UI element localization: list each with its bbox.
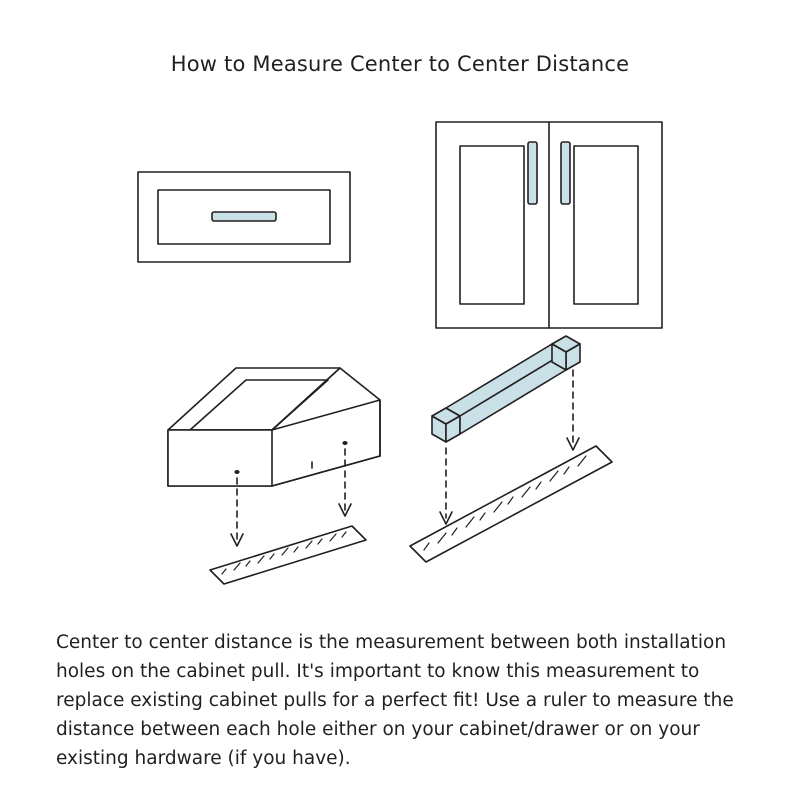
ruler-pull-body bbox=[410, 446, 612, 562]
diagram-svg bbox=[40, 100, 760, 610]
ruler-drawer bbox=[210, 526, 366, 584]
ruler-drawer-body bbox=[210, 526, 366, 584]
pull-iso-ruler bbox=[410, 336, 612, 562]
page-title: How to Measure Center to Center Distance bbox=[170, 52, 630, 76]
installation-hole-right bbox=[342, 441, 347, 445]
ruler-pull bbox=[410, 446, 612, 562]
right-door-panel bbox=[574, 146, 638, 304]
right-vertical-pull bbox=[561, 142, 570, 204]
caption-text: Center to center distance is the measurement between both installation holes on the cabinet pull. It's important to know this measurement to replace existing cabinet pulls for a perfect fit! Use a ruler to measure the distance between each hole either on your cabinet/drawer or on your existing hardware (if you have). bbox=[56, 632, 734, 769]
drawer-front-flat bbox=[138, 172, 350, 262]
diagram-figure bbox=[40, 100, 760, 610]
drawer-box-front-face bbox=[168, 400, 380, 486]
installation-hole-left bbox=[234, 470, 239, 474]
u-shaped-pull bbox=[432, 336, 580, 442]
left-door-panel bbox=[460, 146, 524, 304]
drawer-box-iso bbox=[168, 368, 380, 584]
horizontal-bar-pull bbox=[212, 212, 276, 221]
cabinet-doors-flat bbox=[436, 122, 662, 328]
left-vertical-pull bbox=[528, 142, 537, 204]
